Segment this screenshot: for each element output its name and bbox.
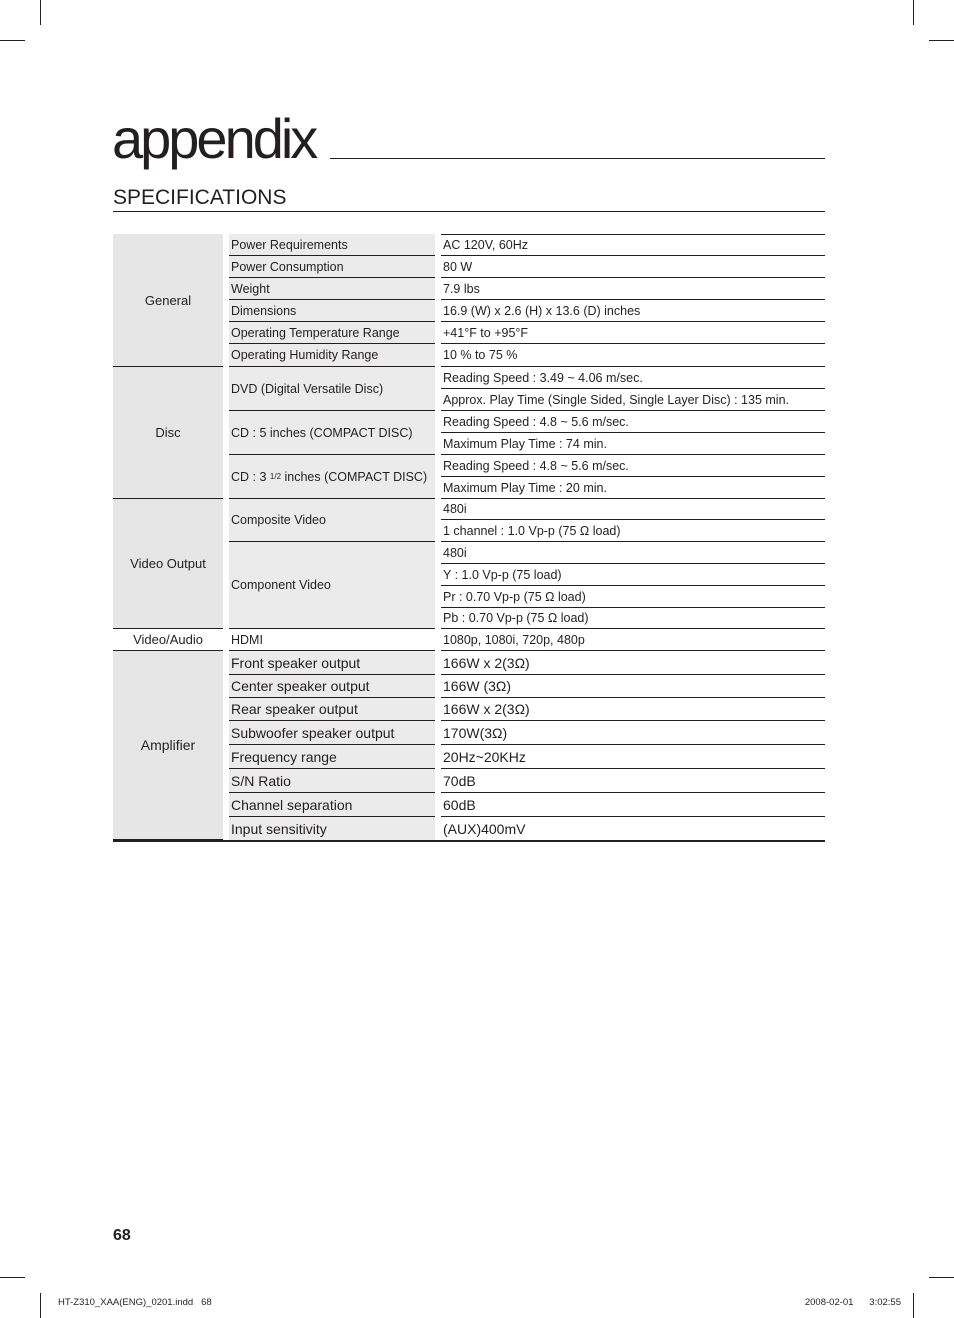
spec-item-value: 10 % to 75 %: [441, 344, 825, 367]
spec-item-value: 70dB: [441, 769, 825, 793]
spec-item-value: 1 channel : 1.0 Vp-p (75 Ω load): [441, 520, 825, 542]
page-number: 68: [113, 1227, 131, 1244]
category-amplifier: Amplifier: [113, 651, 223, 840]
spec-item-name: Rear speaker output: [229, 698, 435, 721]
cd3-name-suffix: inches (COMPACT DISC): [281, 469, 428, 484]
spec-item-value: 16.9 (W) x 2.6 (H) x 13.6 (D) inches: [441, 300, 825, 322]
spec-item-value: (AUX)400mV: [443, 820, 526, 837]
spec-item-name: Front speaker output: [229, 651, 435, 675]
table-bottom-rule: [113, 840, 825, 842]
spec-item-value: 166W x 2(3Ω): [441, 651, 825, 675]
spec-item-value: 80 W: [441, 256, 825, 278]
spec-item-value: Maximum Play Time : 74 min.: [441, 433, 825, 455]
crop-mark: [913, 0, 914, 25]
spec-item-value: 170W(3Ω): [441, 721, 825, 745]
spec-item-name: DVD (Digital Versatile Disc): [229, 367, 435, 411]
title-rule: [330, 158, 825, 159]
spec-item-value: +41°F to +95°F: [441, 322, 825, 344]
crop-mark: [0, 1277, 25, 1278]
crop-mark: [929, 40, 954, 41]
page-title: appendix: [112, 107, 316, 170]
category-general: General: [113, 234, 223, 367]
spec-item-name: Subwoofer speaker output: [229, 721, 435, 745]
spec-item-value: 60dB: [441, 793, 825, 817]
category-video-audio: Video/Audio: [113, 629, 223, 651]
spec-item-name: S/N Ratio: [229, 769, 435, 793]
spec-item-value: 166W (3Ω): [441, 675, 825, 698]
spec-item-name: Dimensions: [229, 300, 435, 322]
spec-item-value: Pb : 0.70 Vp-p (75 Ω load): [441, 608, 825, 629]
spec-item-value: Pr : 0.70 Vp-p (75 Ω load): [441, 586, 825, 608]
spec-item-value: Reading Speed : 3.49 ~ 4.06 m/sec.: [441, 367, 825, 389]
spec-item-value: Reading Speed : 4.8 ~ 5.6 m/sec.: [441, 411, 825, 433]
cd3-fraction-den: /2: [274, 472, 282, 481]
section-heading: SPECIFICATIONS: [113, 186, 287, 209]
crop-mark: [40, 0, 41, 25]
spec-item-name: Center speaker output: [229, 675, 435, 698]
cd3-fraction-num: 1: [269, 472, 275, 481]
spec-item-name: Component Video: [229, 542, 435, 629]
spec-item-value: 480i: [441, 499, 825, 520]
spec-item-value: 480i: [441, 542, 825, 564]
spec-item-name: Input sensitivity: [229, 817, 435, 840]
crop-mark: [40, 1293, 41, 1318]
category-disc: Disc: [113, 367, 223, 499]
spec-item-name: Composite Video: [229, 499, 435, 542]
spec-item-name: Weight: [229, 278, 435, 300]
spec-item-name: HDMI: [229, 629, 435, 651]
footer-file-name: HT-Z310_XAA(ENG)_0201.indd 68: [58, 1297, 212, 1308]
spec-item-name: CD : 5 inches (COMPACT DISC): [229, 411, 435, 455]
section-rule: [113, 211, 825, 212]
spec-item-name: [229, 455, 435, 499]
spec-item-value: 20Hz~20KHz: [441, 745, 825, 769]
category-video-output: Video Output: [113, 499, 223, 629]
spec-item-name: Operating Humidity Range: [229, 344, 435, 367]
crop-mark: [913, 1293, 914, 1318]
crop-mark: [0, 40, 25, 41]
spec-item-value: 166W x 2(3Ω): [441, 698, 825, 721]
spec-item-name: Power Consumption: [229, 256, 435, 278]
cd3-name-prefix: CD : 3: [231, 469, 270, 484]
spec-item-value: Reading Speed : 4.8 ~ 5.6 m/sec.: [441, 455, 825, 477]
spec-item-name: Operating Temperature Range: [229, 322, 435, 344]
footer-timestamp: 2008-02-01 3:02:55: [804, 1297, 901, 1308]
specifications-table: [113, 234, 825, 842]
spec-item-name: Power Requirements: [229, 234, 435, 256]
spec-item-value: AC 120V, 60Hz: [441, 234, 825, 256]
crop-mark: [929, 1277, 954, 1278]
spec-item-value: 1080p, 1080i, 720p, 480p: [441, 629, 825, 651]
spec-item-value: Maximum Play Time : 20 min.: [441, 477, 825, 499]
spec-item-value: Approx. Play Time (Single Sided, Single Layer Disc) : 135 min.: [441, 389, 825, 411]
spec-item-name: Channel separation: [229, 793, 435, 817]
spec-item-value: 7.9 lbs: [441, 278, 825, 300]
spec-item-name: Frequency range: [229, 745, 435, 769]
spec-item-value: Y : 1.0 Vp-p (75 load): [441, 564, 825, 586]
